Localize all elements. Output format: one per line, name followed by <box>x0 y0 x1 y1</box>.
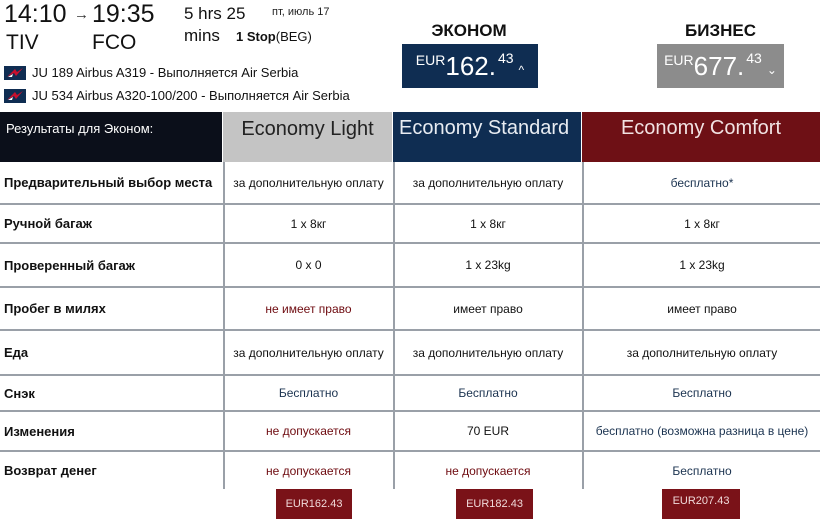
flight-segment-2 <box>4 88 350 103</box>
table-header-label: Результаты для Эконом: <box>0 112 222 162</box>
flight-summary-header <box>0 0 820 112</box>
cell-standard: за дополнительную оплату <box>393 331 581 374</box>
duration-hours: 5 hrs 25 <box>184 4 246 23</box>
fare-header-economy-comfort[interactable]: Economy Comfort <box>582 112 820 162</box>
cell-comfort: Бесплатно <box>582 376 820 410</box>
row-label: Снэк <box>4 385 35 401</box>
chevron-down-icon: ⌄ <box>766 63 777 77</box>
cell-comfort: 1 x 8кг <box>582 205 820 242</box>
economy-price-int: 162. <box>445 50 496 81</box>
table-row <box>0 412 820 452</box>
business-price-int: 677. <box>693 50 745 81</box>
row-label: Изменения <box>4 423 75 439</box>
table-row <box>0 162 820 205</box>
cell-standard: имеет право <box>393 288 581 329</box>
chevron-up-icon: ^ <box>518 63 525 77</box>
row-label: Ручной багаж <box>4 216 92 231</box>
business-cabin-title: БИЗНЕС <box>685 21 756 40</box>
cell-comfort: бесплатно* <box>582 162 820 203</box>
cell-light: не имеет право <box>223 288 392 329</box>
economy-price-dec: 43 <box>497 50 514 66</box>
cell-light: за дополнительную оплату <box>223 331 392 374</box>
flight-segment-1 <box>4 65 298 80</box>
duration-minutes: mins <box>184 26 220 45</box>
row-label: Пробег в милях <box>4 301 106 316</box>
flight-date: пт, июль 17 <box>272 6 330 18</box>
cell-comfort: бесплатно (возможна разница в цене) <box>582 412 820 450</box>
table-row <box>0 288 820 331</box>
departure-time: 14:10 <box>4 0 67 28</box>
select-economy-standard-button[interactable]: EUR182.43 <box>456 489 533 519</box>
cell-comfort: Бесплатно <box>582 452 820 489</box>
cell-comfort: имеет право <box>582 288 820 329</box>
cell-light: 1 x 8кг <box>223 205 392 242</box>
arrival-time: 19:35 <box>92 0 155 28</box>
business-price-dec: 43 <box>746 50 762 66</box>
table-row <box>0 331 820 376</box>
flight-segment-2-text: JU 534 Airbus A320-100/200 - Выполняется Air Serbia <box>32 88 350 103</box>
stops-count[interactable]: 1 Stop <box>236 29 276 44</box>
row-label: Проверенный багаж <box>4 257 135 273</box>
cell-standard: не допускается <box>393 452 581 489</box>
origin-airport: TIV <box>6 31 39 54</box>
cell-standard: 1 x 23kg <box>393 244 581 286</box>
destination-airport: FCO <box>92 31 137 54</box>
cell-comfort: 1 x 23kg <box>582 244 820 286</box>
cell-light: 0 x 0 <box>223 244 392 286</box>
air-serbia-logo-icon <box>4 89 26 103</box>
cell-light: Бесплатно <box>223 376 392 410</box>
air-serbia-logo-icon <box>4 66 26 80</box>
cell-light: не допускается <box>223 412 392 450</box>
cell-standard: Бесплатно <box>393 376 581 410</box>
stops-info[interactable] <box>236 29 312 44</box>
flight-segment-1-text: JU 189 Airbus A319 - Выполняется Air Serbia <box>32 65 299 80</box>
select-economy-comfort-button[interactable]: EUR207.43 <box>662 489 740 519</box>
cell-standard: 1 x 8кг <box>393 205 581 242</box>
cell-standard: за дополнительную оплату <box>393 162 581 203</box>
cell-standard: 70 EUR <box>393 412 581 450</box>
select-economy-light-button[interactable]: EUR162.43 <box>276 489 352 519</box>
cell-light: за дополнительную оплату <box>223 162 392 203</box>
economy-price-button[interactable] <box>402 44 538 88</box>
table-row <box>0 244 820 288</box>
cell-light: не допускается <box>223 452 392 489</box>
table-row <box>0 376 820 412</box>
table-row <box>0 205 820 244</box>
arrow-right-icon: → <box>74 6 89 23</box>
business-price-button[interactable] <box>657 44 784 88</box>
row-label: Предварительный выбор места <box>4 175 213 190</box>
business-price-currency: EUR <box>664 52 694 68</box>
fare-header-economy-light[interactable]: Economy Light <box>223 112 392 162</box>
stop-airport: (BEG) <box>275 29 312 44</box>
economy-cabin-title: ЭКОНОМ <box>431 21 507 40</box>
cell-comfort: за дополнительную оплату <box>582 331 820 374</box>
row-label: Еда <box>4 345 29 360</box>
row-label: Возврат денег <box>4 463 97 478</box>
economy-price-currency: EUR <box>415 52 446 68</box>
fare-header-economy-standard[interactable]: Economy Standard <box>393 112 581 162</box>
table-row <box>0 452 820 489</box>
